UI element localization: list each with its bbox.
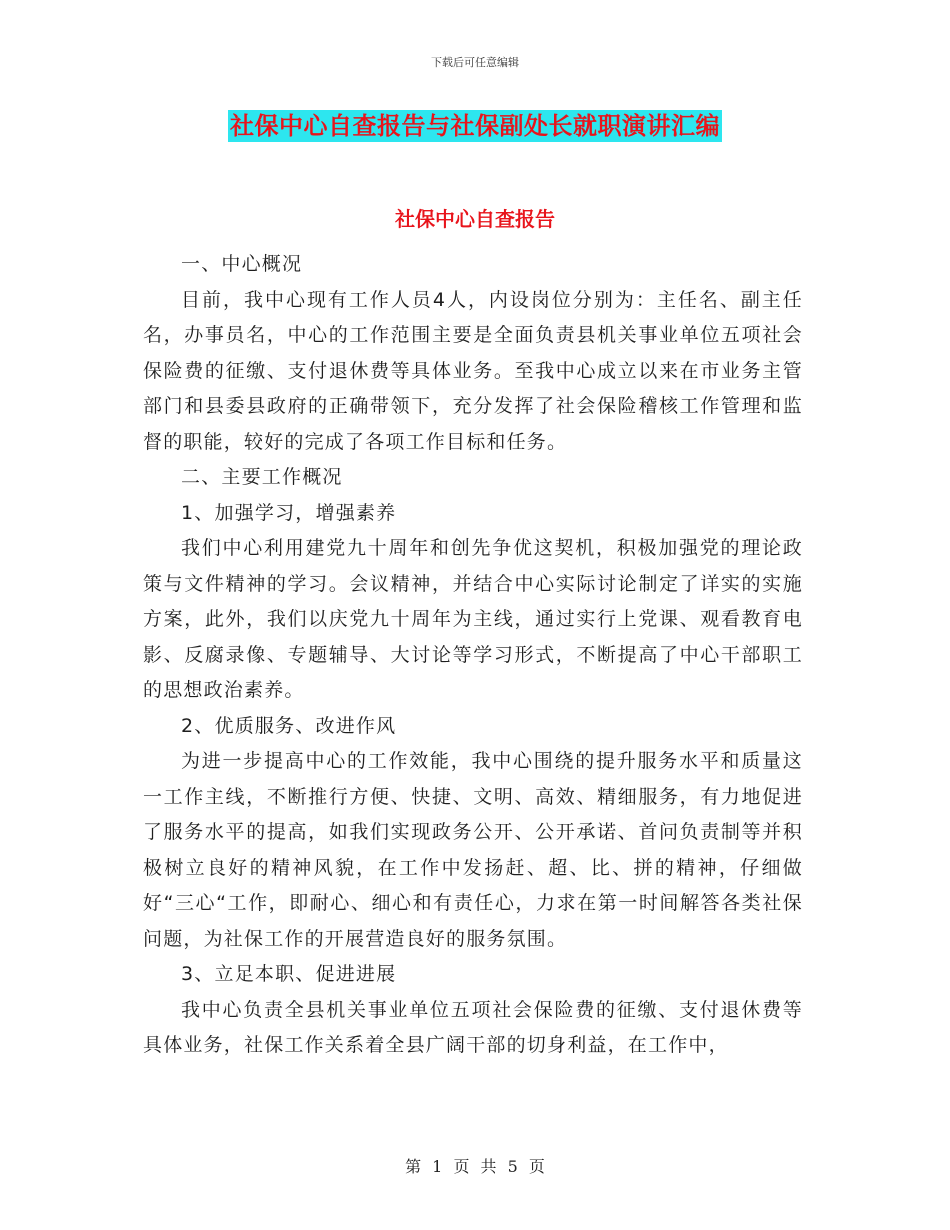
paragraph: 我们中心利用建党九十周年和创先争优这契机，积极加强党的理论政策与文件精神的学习。会议精神，并结合中心实际讨论制定了详实的实施方案，此外，我们以庆党九十周年为主线，通过实行上党课、观看教育电影、反腐录像、专题辅导、大讨论等学习形式，不断提高了中心干部职工的思想政治素养。 xyxy=(143,537,803,701)
main-title-container xyxy=(0,110,950,142)
paragraph: 我中心负责全县机关事业单位五项社会保险费的征缴、支付退休费等具体业务，社保工作关系着全县广阔干部的切身利益，在工作中， xyxy=(143,998,803,1056)
paragraph: 为进一步提高中心的工作效能，我中心围绕的提升服务水平和质量这一工作主线，不断推行方便、快捷、文明、高效、精细服务，有力地促进了服务水平的提高，如我们实现政务公开、公开承诺、首问负责制等并积极树立良好的精神风貌，在工作中发扬赶、超、比、拼的精神，仔细做好“三心“工作，即耐心、细心和有责任心，力求在第一时间解答各类社保问题，为社保工作的开展营造良好的服务氛围。 xyxy=(143,750,803,950)
subsection-heading: 3、立足本职、促进进展 xyxy=(181,963,397,985)
section-heading: 二、主要工作概况 xyxy=(181,466,343,488)
header-note: 下载后可任意编辑 xyxy=(431,56,519,69)
main-title: 社保中心自查报告与社保副处长就职演讲汇编 xyxy=(230,111,720,140)
document-body xyxy=(143,247,803,1064)
subsection-heading: 1、加强学习，增强素养 xyxy=(181,501,397,524)
page-footer: 第 1 页 共 5 页 xyxy=(405,1157,545,1176)
paragraph: 目前，我中心现有工作人员4人，内设岗位分别为：主任名、副主任名，办事员名，中心的工作范围主要是全面负责县机关事业单位五项社会保险费的征缴、支付退休费等具体业务。至我中心成立以来在市业务主管部门和县委县政府的正确带领下，充分发挥了社会保险稽核工作管理和监督的职能，较好的完成了各项工作目标和任务。 xyxy=(143,288,803,453)
sub-title: 社保中心自查报告 xyxy=(395,207,555,231)
subsection-heading: 2、优质服务、改进作风 xyxy=(181,714,397,737)
section-heading: 一、中心概况 xyxy=(181,253,303,275)
